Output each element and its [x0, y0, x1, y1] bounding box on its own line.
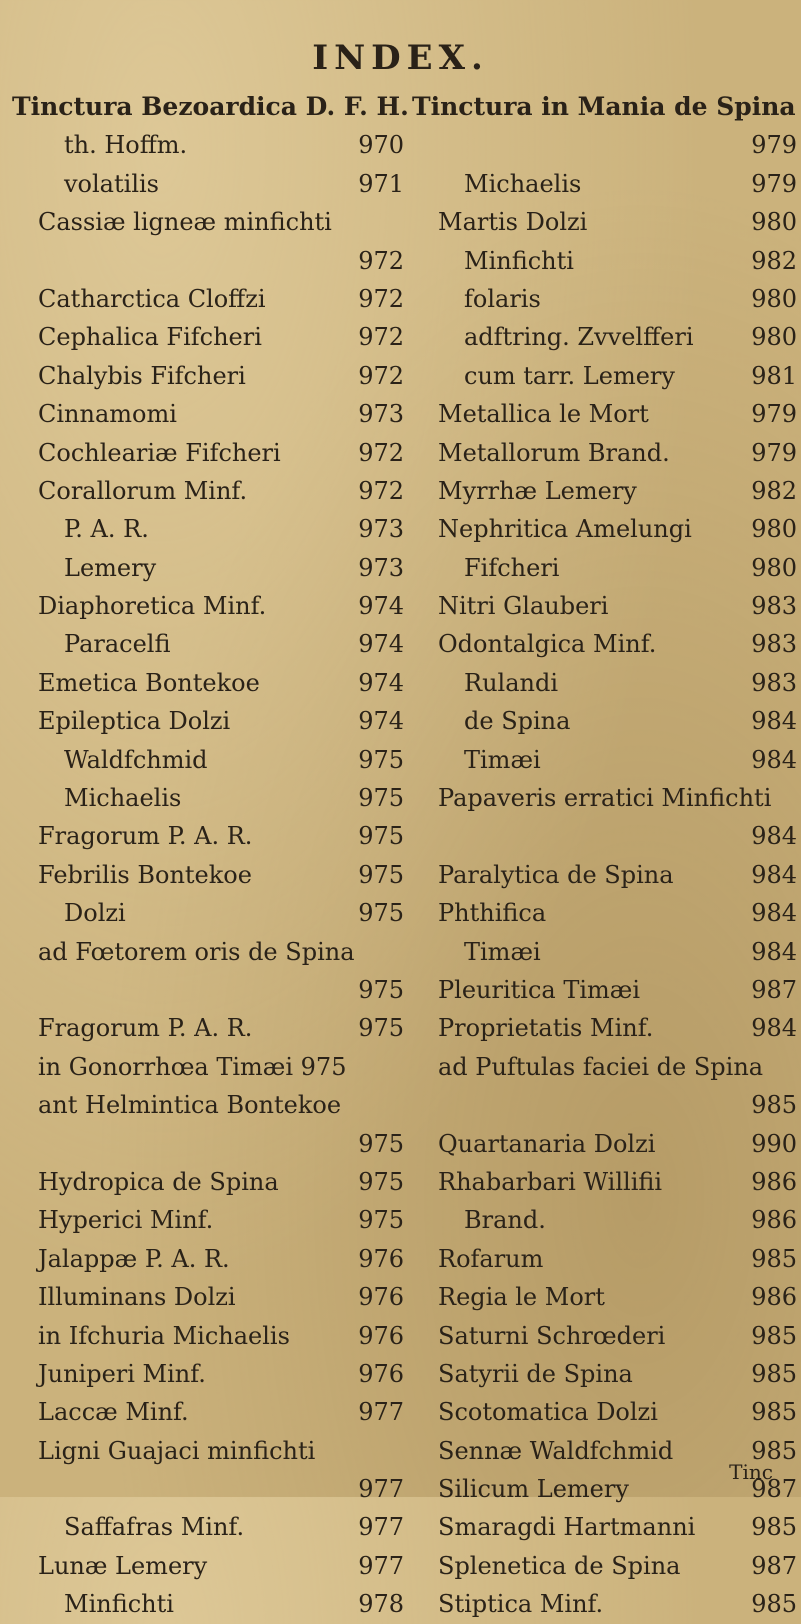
entry-text: Phthifica	[438, 899, 547, 928]
entry-text: Quartanaria Dolzi	[438, 1129, 656, 1158]
entry-page-number: 976	[358, 1359, 404, 1388]
entry-text: Tinctura Bezoardica D. F. H.	[12, 92, 409, 121]
right-index-entry	[412, 1393, 797, 1431]
entry-page-number: 972	[358, 438, 404, 467]
entry-page-number: 975	[358, 822, 404, 851]
entry-text: Metallorum Brand.	[438, 438, 670, 467]
entry-text: Brand.	[464, 1206, 546, 1235]
entry-page-number: 979	[751, 131, 797, 160]
entry-page-number: 987	[751, 1475, 797, 1504]
entry-page-number: 985	[751, 1091, 797, 1120]
right-index-entry	[412, 88, 797, 126]
entry-page-number: 985	[751, 1359, 797, 1388]
left-index-entry	[12, 587, 404, 625]
entry-text: Regia le Mort	[438, 1283, 605, 1312]
entry-page-number: 979	[751, 400, 797, 429]
entry-text: Waldfchmid	[64, 745, 208, 774]
entry-text: Pleuritica Timæi	[438, 975, 641, 1004]
entry-text: Michaelis	[464, 169, 582, 198]
left-index-entry	[12, 1009, 404, 1047]
entry-page-number: 983	[751, 592, 797, 621]
entry-text: Ligni Guajaci minfichti	[38, 1436, 316, 1465]
entry-page-number: 975	[358, 745, 404, 774]
entry-text: Epileptica Dolzi	[38, 707, 231, 736]
entry-text: Fragorum P. A. R.	[38, 1014, 253, 1043]
entry-text: de Spina	[464, 707, 571, 736]
left-index-entry	[12, 817, 404, 855]
right-index-entry	[412, 1317, 797, 1355]
left-index-entry	[12, 1355, 404, 1393]
entry-text: Splenetica de Spina	[438, 1551, 681, 1580]
entry-text: adftring. Zvvelfferi	[464, 323, 694, 352]
entry-page-number: 975	[358, 1129, 404, 1158]
entry-text: Corallorum Minf.	[38, 476, 248, 505]
right-index-entry	[412, 1201, 797, 1239]
right-index-entry	[412, 1240, 797, 1278]
entry-text: Papaveris erratici Minfichti	[438, 784, 772, 813]
right-index-entry	[412, 434, 797, 472]
left-index-entry	[12, 1125, 404, 1163]
entry-text: Proprietatis Minf.	[438, 1014, 654, 1043]
entry-text: Cassiæ ligneæ minfichti	[38, 208, 332, 237]
entry-page-number: 980	[751, 553, 797, 582]
entry-page-number: 976	[358, 1321, 404, 1350]
left-index-entry	[12, 1048, 404, 1086]
left-index-entry	[12, 1240, 404, 1278]
left-index-entry	[12, 434, 404, 472]
entry-text: Cinnamomi	[38, 400, 177, 429]
entry-page-number: 983	[751, 668, 797, 697]
entry-text: Rofarum	[438, 1244, 544, 1273]
entry-page-number: 972	[358, 284, 404, 313]
entry-text: Michaelis	[64, 784, 182, 813]
entry-page-number: 985	[751, 1244, 797, 1273]
right-index-entry	[412, 1355, 797, 1393]
entry-page-number: 986	[751, 1167, 797, 1196]
right-index-entry	[412, 741, 797, 779]
entry-text: ant Helmintica Bontekoe	[38, 1091, 342, 1120]
entry-text: th. Hoffm.	[64, 131, 188, 160]
left-column	[12, 88, 409, 1624]
entry-text: Minfichti	[64, 1590, 174, 1619]
entry-page-number: 977	[358, 1513, 404, 1542]
entry-page-number: 990	[751, 1129, 797, 1158]
left-index-entry	[12, 549, 404, 587]
left-index-entry	[12, 88, 409, 126]
left-index-entry	[12, 702, 404, 740]
entry-text: Nephritica Amelungi	[438, 515, 692, 544]
entry-text: in Gonorrhœa Timæi 975	[38, 1052, 347, 1081]
left-index-entry	[12, 318, 404, 356]
right-index-entry	[412, 856, 797, 894]
right-index-entry	[412, 971, 797, 1009]
entry-page-number: 980	[751, 323, 797, 352]
right-index-entry	[412, 1278, 797, 1316]
entry-page-number: 985	[751, 1590, 797, 1619]
entry-page-number: 975	[358, 1206, 404, 1235]
entry-page-number: 975	[358, 1167, 404, 1196]
entry-text: Minfichti	[464, 246, 574, 275]
entry-text: volatilis	[64, 169, 159, 198]
entry-text: Sennæ Waldfchmid	[438, 1436, 674, 1465]
left-index-entry	[12, 1585, 404, 1623]
right-index-entry	[412, 933, 797, 971]
entry-page-number: 976	[358, 1244, 404, 1273]
entry-text: Illuminans Dolzi	[38, 1283, 236, 1312]
entry-text: Juniperi Minf.	[38, 1359, 206, 1388]
right-index-entry	[412, 817, 797, 855]
entry-page-number: 972	[358, 361, 404, 390]
entry-page-number: 984	[751, 937, 797, 966]
entry-page-number: 980	[751, 515, 797, 544]
entry-page-number: 984	[751, 822, 797, 851]
entry-page-number: 977	[358, 1551, 404, 1580]
catchword: Tinc	[729, 1460, 773, 1484]
entry-text: in Ifchuria Michaelis	[38, 1321, 290, 1350]
right-index-entry	[412, 395, 797, 433]
entry-text: Paracelfi	[64, 630, 171, 659]
right-index-entry	[412, 318, 797, 356]
entry-text: Febrilis Bontekoe	[38, 860, 252, 889]
left-index-entry	[12, 1393, 404, 1431]
entry-page-number: 985	[751, 1513, 797, 1542]
right-index-entry	[412, 1163, 797, 1201]
entry-page-number: 984	[751, 899, 797, 928]
entry-text: Lunæ Lemery	[38, 1551, 208, 1580]
entry-page-number: 978	[358, 1590, 404, 1619]
entry-page-number: 984	[751, 707, 797, 736]
right-index-entry	[412, 664, 797, 702]
entry-page-number: 979	[751, 169, 797, 198]
entry-text: Lemery	[64, 553, 157, 582]
entry-page-number: 972	[358, 323, 404, 352]
entry-page-number: 984	[751, 1014, 797, 1043]
entry-text: Metallica le Mort	[438, 400, 649, 429]
entry-page-number: 975	[358, 860, 404, 889]
entry-page-number: 983	[751, 630, 797, 659]
left-index-entry	[12, 856, 404, 894]
entry-page-number: 986	[751, 1206, 797, 1235]
entry-text: Saffafras Minf.	[64, 1513, 245, 1542]
right-column	[412, 88, 797, 1624]
left-index-entry	[12, 1508, 404, 1546]
right-index-entry	[412, 165, 797, 203]
left-index-entry	[12, 1278, 404, 1316]
entry-text: Catharctica Cloffzi	[38, 284, 266, 313]
entry-page-number: 982	[751, 246, 797, 275]
right-index-entry	[412, 280, 797, 318]
entry-page-number: 987	[751, 1551, 797, 1580]
right-index-entry	[412, 587, 797, 625]
entry-page-number: 973	[358, 400, 404, 429]
entry-page-number: 980	[751, 284, 797, 313]
left-index-entry	[12, 894, 404, 932]
entry-page-number: 985	[751, 1321, 797, 1350]
entry-page-number: 972	[358, 476, 404, 505]
left-index-entry	[12, 971, 404, 1009]
entry-text: Hyperici Minf.	[38, 1206, 214, 1235]
entry-text: ad Puftulas faciei de Spina	[438, 1052, 764, 1081]
right-index-entry	[412, 1009, 797, 1047]
entry-page-number: 970	[358, 131, 404, 160]
entry-page-number: 985	[751, 1436, 797, 1465]
entry-text: Tinctura in Mania de Spina	[412, 92, 796, 121]
entry-page-number: 974	[358, 707, 404, 736]
left-index-entry	[12, 1201, 404, 1239]
left-index-entry	[12, 472, 404, 510]
entry-page-number: 975	[358, 1014, 404, 1043]
left-index-entry	[12, 242, 404, 280]
entry-text: Silicum Lemery	[438, 1475, 629, 1504]
entry-text: Stiptica Minf.	[438, 1590, 604, 1619]
entry-text: Dolzi	[64, 899, 126, 928]
left-index-entry	[12, 126, 404, 164]
right-index-entry	[412, 1048, 797, 1086]
left-index-entry	[12, 779, 404, 817]
right-index-entry	[412, 549, 797, 587]
right-index-entry	[412, 1547, 797, 1585]
entry-page-number: 977	[358, 1398, 404, 1427]
entry-text: P. A. R.	[64, 515, 149, 544]
left-index-entry	[12, 357, 404, 395]
left-index-entry	[12, 165, 404, 203]
right-index-entry	[412, 510, 797, 548]
entry-text: Jalappæ P. A. R.	[38, 1244, 230, 1273]
entry-text: Martis Dolzi	[438, 208, 588, 237]
right-index-entry	[412, 1125, 797, 1163]
entry-text: Rhabarbari Willifii	[438, 1167, 663, 1196]
page-header: INDEX.	[312, 38, 489, 78]
entry-page-number: 971	[358, 169, 404, 198]
right-index-entry	[412, 126, 797, 164]
entry-page-number: 973	[358, 515, 404, 544]
entry-text: Odontalgica Minf.	[438, 630, 657, 659]
entry-text: Rulandi	[464, 668, 559, 697]
entry-page-number: 975	[358, 899, 404, 928]
left-index-entry	[12, 664, 404, 702]
entry-page-number: 975	[358, 784, 404, 813]
left-index-entry	[12, 1086, 404, 1124]
entry-text: Cochleariæ Fifcheri	[38, 438, 281, 467]
right-index-entry	[412, 625, 797, 663]
left-index-entry	[12, 395, 404, 433]
entry-page-number: 972	[358, 246, 404, 275]
right-index-entry	[412, 1508, 797, 1546]
entry-text: Timæi	[464, 937, 541, 966]
right-index-entry	[412, 702, 797, 740]
entry-page-number: 974	[358, 630, 404, 659]
entry-text: folaris	[464, 284, 541, 313]
entry-page-number: 976	[358, 1283, 404, 1312]
entry-page-number: 981	[751, 361, 797, 390]
entry-page-number: 977	[358, 1475, 404, 1504]
entry-text: Paralytica de Spina	[438, 860, 674, 889]
entry-page-number: 974	[358, 592, 404, 621]
entry-page-number: 982	[751, 476, 797, 505]
left-index-entry	[12, 933, 404, 971]
entry-page-number: 987	[751, 975, 797, 1004]
entry-page-number: 973	[358, 553, 404, 582]
left-index-entry	[12, 203, 404, 241]
left-index-entry	[12, 1547, 404, 1585]
right-index-entry	[412, 894, 797, 932]
entry-text: Myrrhæ Lemery	[438, 476, 637, 505]
entry-text: Nitri Glauberi	[438, 592, 609, 621]
entry-page-number: 984	[751, 860, 797, 889]
left-index-entry	[12, 280, 404, 318]
right-index-entry	[412, 779, 797, 817]
entry-text: ad Fœtorem oris de Spina	[38, 937, 355, 966]
entry-page-number: 986	[751, 1283, 797, 1312]
entry-page-number: 985	[751, 1398, 797, 1427]
entry-text: Fragorum P. A. R.	[38, 822, 253, 851]
entry-text: Fifcheri	[464, 553, 560, 582]
entry-text: Cephalica Fifcheri	[38, 323, 262, 352]
entry-page-number: 975	[358, 975, 404, 1004]
entry-text: Chalybis Fifcheri	[38, 361, 246, 390]
entry-text: Saturni Schrœderi	[438, 1321, 666, 1350]
right-index-entry	[412, 472, 797, 510]
entry-page-number: 974	[358, 668, 404, 697]
entry-text: Smaragdi Hartmanni	[438, 1513, 696, 1542]
left-index-entry	[12, 1163, 404, 1201]
right-index-entry	[412, 242, 797, 280]
entry-text: Diaphoretica Minf.	[38, 592, 267, 621]
right-index-entry	[412, 1585, 797, 1623]
entry-text: Emetica Bontekoe	[38, 668, 260, 697]
entry-text: Satyrii de Spina	[438, 1359, 633, 1388]
entry-page-number: 979	[751, 438, 797, 467]
right-index-entry	[412, 357, 797, 395]
entry-text: Hydropica de Spina	[38, 1167, 279, 1196]
left-index-entry	[12, 625, 404, 663]
entry-text: Laccæ Minf.	[38, 1398, 189, 1427]
left-index-entry	[12, 741, 404, 779]
entry-page-number: 980	[751, 208, 797, 237]
entry-text: Scotomatica Dolzi	[438, 1398, 658, 1427]
entry-text: Timæi	[464, 745, 541, 774]
left-index-entry	[12, 1470, 404, 1508]
entry-text: cum tarr. Lemery	[464, 361, 675, 390]
right-index-entry	[412, 203, 797, 241]
right-index-entry	[412, 1086, 797, 1124]
left-index-entry	[12, 1317, 404, 1355]
left-index-entry	[12, 510, 404, 548]
left-index-entry	[12, 1432, 404, 1470]
entry-page-number: 984	[751, 745, 797, 774]
